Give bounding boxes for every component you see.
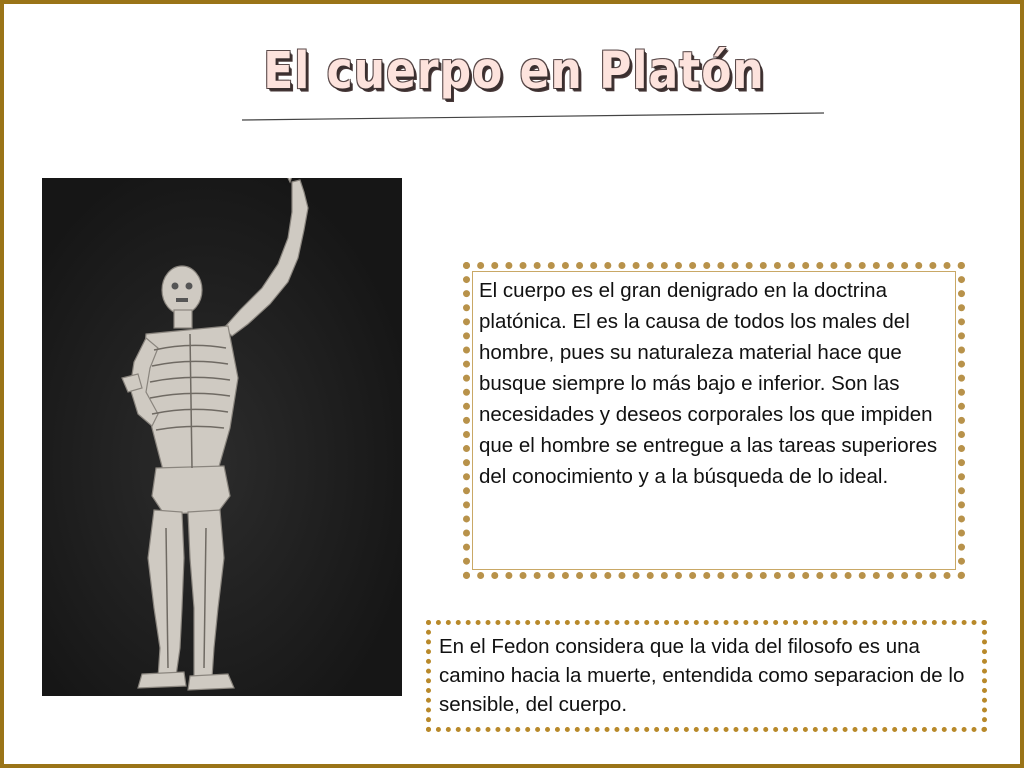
body-paragraph: El cuerpo es el gran denigrado en la doctrina platónica. El es la causa de todos los males del hombre, pues su naturaleza material hace que busque siempre lo más bajo e inferior. Son las necesidades y deseos corporales los que impiden que el hombre se entregue a las tareas superiores del conocimiento y a la búsqueda de lo ideal. bbox=[479, 279, 938, 488]
skeletal-statue-photo bbox=[42, 178, 402, 696]
fedon-paragraph: En el Fedon considera que la vida del filosofo es una camino hacia la muerte, entendida como separacion de lo sensible, del cuerpo. bbox=[439, 635, 965, 716]
title-underline bbox=[242, 110, 824, 122]
text-box-body bbox=[463, 262, 965, 579]
text-box-fedon bbox=[426, 620, 987, 732]
slide-title: El cuerpo en Platón bbox=[263, 42, 765, 101]
